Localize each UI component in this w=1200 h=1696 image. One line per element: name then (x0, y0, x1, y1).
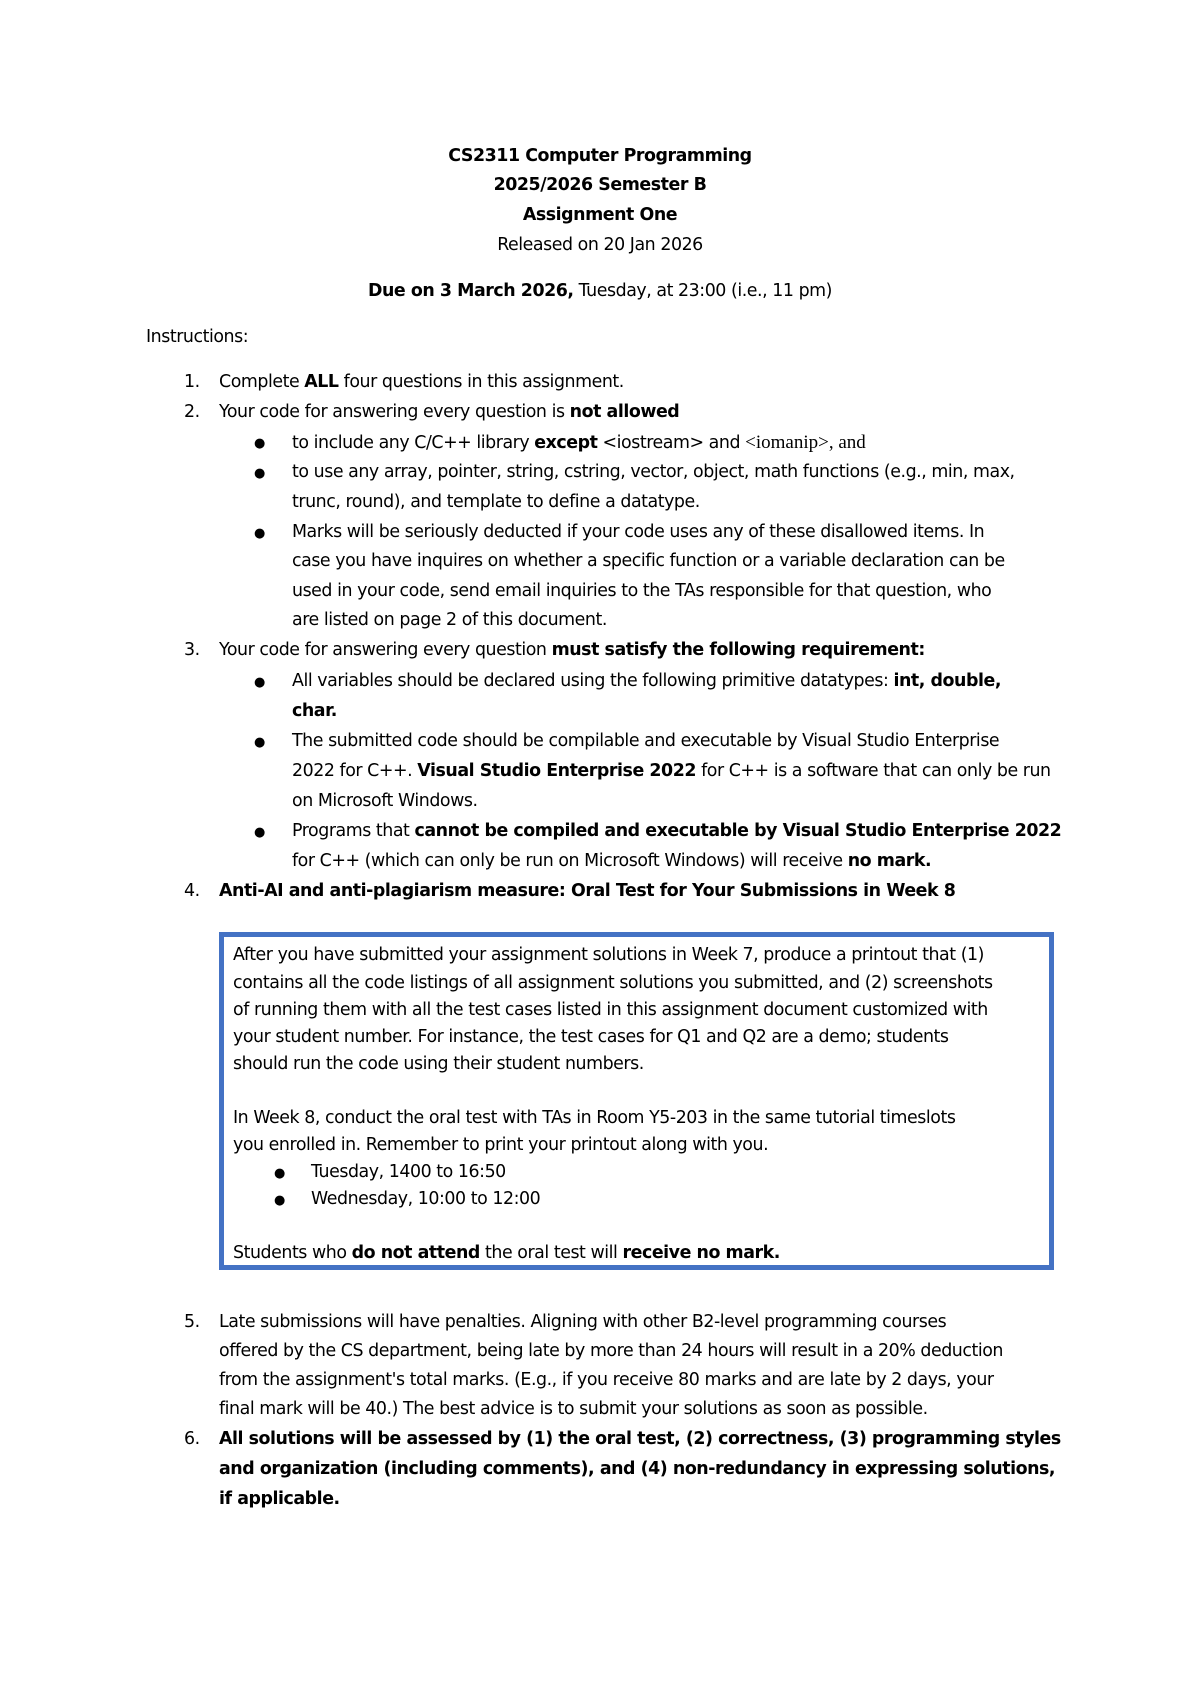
bold-text: must satisfy the following requirement: (551, 640, 925, 660)
bullet-icon: ● (254, 735, 265, 750)
item-number: 5. (184, 1312, 200, 1332)
item-3-bullet-1-line-1 (292, 671, 1001, 691)
box-p1-line-3: of running them with all the test cases listed in this assignment document customized with (233, 1000, 988, 1020)
bold-text: ALL (304, 372, 339, 392)
text: 2022 for C++. (292, 761, 418, 781)
serif-text: <iomanip>, and (745, 432, 866, 453)
item-5-line-3: from the assignment's total marks. (E.g., if you receive 80 marks and are late by 2 days, your (219, 1370, 994, 1390)
bold-text: Visual Studio Enterprise 2022 (417, 761, 696, 781)
text: Your code for answering every question (219, 640, 552, 660)
text: to include any C/C++ library (292, 433, 535, 453)
text: <iostream> and (597, 433, 746, 453)
text: the oral test will (479, 1243, 623, 1263)
item-6-line-2: and organization (including comments), and (4) non-redundancy in expressing solutions, (219, 1459, 1056, 1479)
bold-text: except (534, 433, 598, 453)
bullet-icon: ● (254, 526, 265, 541)
bullet-icon: ● (254, 436, 265, 451)
box-p1-line-1: After you have submitted your assignment solutions in Week 7, produce a printout that (1) (233, 945, 984, 965)
item-2-bullet-2-line-2: trunc, round), and template to define a datatype. (292, 492, 700, 512)
item-2-bullet-3-line-3: used in your code, send email inquiries to the TAs responsible for that question, who (292, 581, 992, 601)
box-p1-line-4: your student number. For instance, the test cases for Q1 and Q2 are a demo; students (233, 1027, 949, 1047)
text: for C++ (which can only be run on Microsoft Windows) will receive (292, 851, 848, 871)
box-p1-line-2: contains all the code listings of all assignment solutions you submitted, and (2) screenshots (233, 973, 993, 993)
semester: 2025/2026 Semester B (493, 175, 707, 195)
text: for C++ is a software that can only be run (696, 761, 1051, 781)
item-number: 2. (184, 402, 200, 422)
item-4-text (219, 881, 955, 901)
course-title: CS2311 Computer Programming (448, 146, 752, 166)
item-5-line-1: Late submissions will have penalties. Aligning with other B2-level programming courses (219, 1312, 947, 1332)
bold-text: not allowed (569, 402, 680, 422)
item-2-bullet-3-line-2: case you have inquires on whether a specific function or a variable declaration can be (292, 551, 1005, 571)
text: Programs that (292, 821, 415, 841)
item-3-bullet-3-line-2 (292, 851, 931, 871)
item-3-bullet-2-line-3: on Microsoft Windows. (292, 791, 478, 811)
item-3-bullet-2-line-2 (292, 761, 1051, 781)
item-5-line-4: final mark will be 40.) The best advice is to submit your solutions as soon as possible. (219, 1399, 928, 1419)
text: Your code for answering every question is (219, 402, 570, 422)
bold-text: char. (292, 701, 337, 721)
item-5-line-2: offered by the CS department, being late by more than 24 hours will result in a 20% deduction (219, 1341, 1003, 1361)
timeslot-2: Wednesday, 10:00 to 12:00 (311, 1189, 541, 1209)
due-date (0, 281, 1200, 301)
item-3-bullet-2-line-1: The submitted code should be compilable and executable by Visual Studio Enterprise (292, 731, 1000, 751)
item-number: 1. (184, 372, 200, 392)
item-6-line-1: All solutions will be assessed by (1) the oral test, (2) correctness, (3) programming styles (219, 1429, 1061, 1449)
text: All variables should be declared using the following primitive datatypes: (292, 671, 894, 691)
item-2-bullet-3-line-1: Marks will be seriously deducted if your code uses any of these disallowed items. In (292, 522, 985, 542)
bold-text: no mark. (847, 851, 932, 871)
item-number: 4. (184, 881, 200, 901)
box-p2-line-2: you enrolled in. Remember to print your printout along with you. (233, 1135, 769, 1155)
item-number: 6. (184, 1429, 200, 1449)
item-3-bullet-1-line-2 (292, 701, 337, 721)
bullet-icon: ● (254, 825, 265, 840)
item-2-bullet-3-line-4: are listed on page 2 of this document. (292, 610, 607, 630)
item-3-bullet-3-line-1 (292, 821, 1061, 841)
due-date-bold: Due on 3 March 2026, (367, 281, 574, 301)
bold-text: do not attend (351, 1243, 480, 1263)
timeslot-1: Tuesday, 1400 to 16:50 (311, 1162, 506, 1182)
bullet-icon: ● (254, 466, 265, 481)
item-6-line-3: if applicable. (219, 1489, 340, 1509)
due-date-rest: Tuesday, at 23:00 (i.e., 11 pm) (573, 281, 832, 301)
item-number: 3. (184, 640, 200, 660)
box-p2-line-1: In Week 8, conduct the oral test with TAs in Room Y5-203 in the same tutorial timeslots (233, 1108, 956, 1128)
bullet-icon: ● (274, 1193, 285, 1208)
bold-text: int, double, (893, 671, 1001, 691)
bold-text: receive no mark. (622, 1243, 780, 1263)
box-p3 (233, 1243, 780, 1263)
instructions-label: Instructions: (146, 327, 249, 347)
item-2-bullet-2-line-1: to use any array, pointer, string, cstring, vector, object, math functions (e.g., min, max, (292, 462, 1015, 482)
item-2-bullet-1 (292, 432, 866, 454)
bold-text: Anti-AI and anti-plagiarism measure: Oral Test for Your Submissions in Week 8 (219, 881, 956, 901)
box-p1-line-5: should run the code using their student numbers. (233, 1054, 644, 1074)
bullet-icon: ● (274, 1166, 285, 1181)
text: four questions in this assignment. (338, 372, 624, 392)
bold-text: cannot be compiled and executable by Visual Studio Enterprise 2022 (414, 821, 1062, 841)
item-3-text (219, 640, 925, 660)
text: Students who (233, 1243, 352, 1263)
bullet-icon: ● (254, 675, 265, 690)
release-date: Released on 20 Jan 2026 (497, 235, 703, 255)
item-1-text (219, 372, 624, 392)
assignment-title: Assignment One (522, 205, 678, 225)
text: Complete (219, 372, 305, 392)
item-2-text (219, 402, 679, 422)
